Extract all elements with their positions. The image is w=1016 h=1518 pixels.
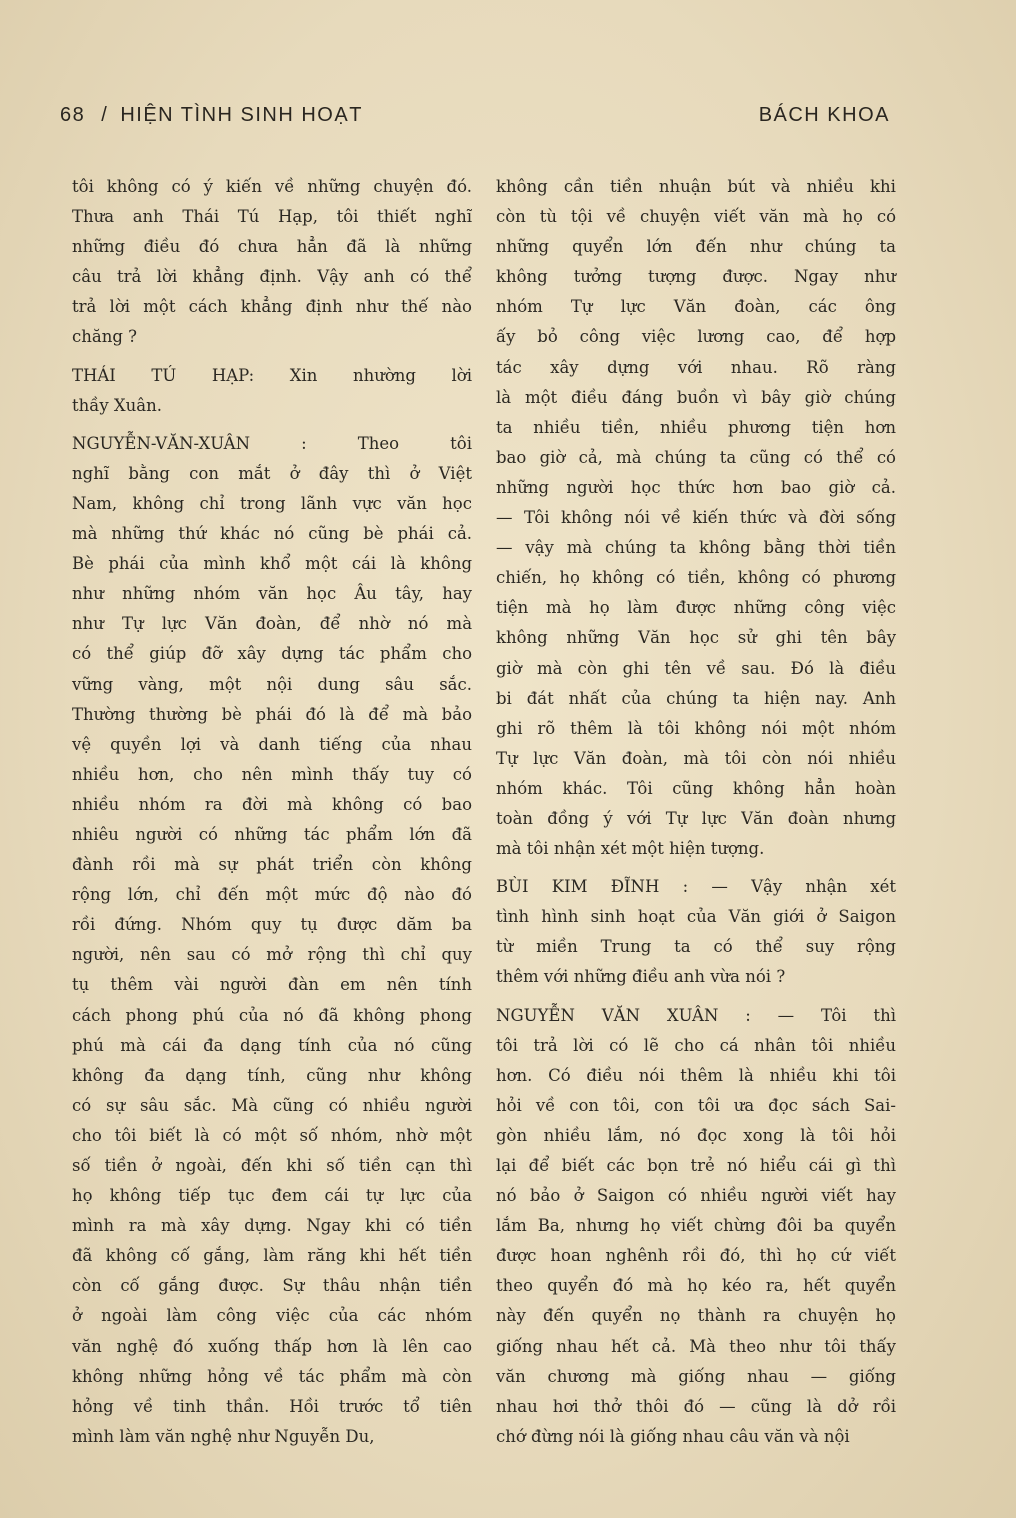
text-line: họ không tiếp tục đem cái tự lực của bbox=[72, 1186, 472, 1206]
paragraph bbox=[72, 172, 472, 353]
text-line: THÁI TÚ HẠP: Xin nhường lời bbox=[72, 365, 472, 385]
text-line: vững vàng, một nội dung sâu sắc. bbox=[72, 674, 472, 694]
text-line: tình hình sinh hoạt của Văn giới ở Saigon bbox=[496, 907, 896, 927]
text-line: không cần tiền nhuận bút và nhiều khi bbox=[496, 177, 896, 196]
text-line: có thể giúp đỡ xây dựng tác phẩm cho bbox=[72, 644, 473, 664]
text-line: ấy bỏ công việc lương cao, để hợp bbox=[496, 327, 897, 347]
text-line: mà tôi nhận xét một hiện tượng. bbox=[496, 839, 765, 859]
paragraph-gap bbox=[72, 353, 472, 361]
text-line: đành rồi mà sự phát triển còn không bbox=[72, 855, 472, 875]
text-line: mà những thứ khác nó cũng bè phái cả. bbox=[72, 524, 473, 544]
text-line: Tự lực Văn đoàn, mà tôi còn nói nhiều bbox=[496, 748, 896, 768]
text-line: — Tôi không nói về kiến thức và đời sống bbox=[496, 508, 897, 528]
text-line: những người học thức hơn bao giờ cả. bbox=[496, 477, 896, 497]
text-line: vệ quyền lợi và danh tiếng của nhau bbox=[72, 734, 473, 754]
text-line: đã không cố gắng, làm răng khi hết tiền bbox=[72, 1246, 473, 1266]
text-line: chiến, họ không có tiền, không có phương bbox=[496, 568, 897, 588]
text-line: là một điều đáng buồn vì bây giờ chúng bbox=[496, 387, 896, 407]
text-line: BÙI KIM ĐĨNH : — Vậy nhận xét bbox=[496, 877, 897, 897]
text-line: nhiêu người có những tác phẩm lớn đã bbox=[72, 824, 472, 844]
text-line: hỏng về tinh thần. Hồi trước tổ tiên bbox=[72, 1396, 472, 1416]
text-line: Thường thường bè phái đó là để mà bảo bbox=[72, 704, 472, 724]
text-line: tôi không có ý kiến về những chuyện đó. bbox=[72, 177, 472, 196]
text-line: rồi đứng. Nhóm quy tụ được dăm ba bbox=[72, 915, 472, 935]
text-line: văn nghệ đó xuống thấp hơn là lên cao bbox=[72, 1336, 473, 1356]
right-column bbox=[496, 172, 896, 1452]
text-line: Thưa anh Thái Tú Hạp, tôi thiết nghĩ bbox=[72, 207, 473, 227]
header-separator: / bbox=[101, 104, 109, 126]
text-line: NGUYỄN-VĂN-XUÂN : Theo tôi bbox=[72, 433, 472, 453]
text-line: nhau hơi thở thôi đó — cũng là dở rồi bbox=[496, 1396, 896, 1416]
text-line: tôi trả lời có lẽ cho cá nhân tôi nhiều bbox=[496, 1035, 897, 1055]
text-line: bi đát nhất của chúng ta hiện nay. Anh bbox=[496, 688, 897, 708]
paragraph-gap bbox=[72, 421, 472, 429]
text-line: câu trả lời khẳng định. Vậy anh có thể bbox=[72, 267, 472, 287]
text-line: giờ mà còn ghi tên về sau. Đó là điều bbox=[496, 658, 897, 678]
text-line: lắm Ba, nhưng họ viết chừng đôi ba quyển bbox=[496, 1216, 897, 1236]
text-line: ở ngoài làm công việc của các nhóm bbox=[72, 1306, 472, 1326]
text-line: có sự sâu sắc. Mà cũng có nhiều người bbox=[72, 1095, 472, 1115]
text-line: được hoan nghênh rồi đó, thì họ cứ viết bbox=[496, 1246, 897, 1266]
text-line: không những hỏng về tác phẩm mà còn bbox=[72, 1366, 472, 1386]
text-line: rộng lớn, chỉ đến một mức độ nào đó bbox=[72, 885, 472, 905]
text-line: thêm với những điều anh vừa nói ? bbox=[496, 967, 786, 987]
left-column bbox=[72, 172, 472, 1452]
text-line: hơn. Có điều nói thêm là nhiều khi tôi bbox=[496, 1065, 896, 1085]
text-line: số tiền ở ngoài, đến khi số tiền cạn thì bbox=[72, 1156, 472, 1175]
paragraph bbox=[496, 872, 896, 992]
text-line: không tưởng tượng được. Ngay như bbox=[496, 267, 896, 287]
text-line: những quyển lớn đến như chúng ta bbox=[496, 237, 897, 257]
text-line: không những Văn học sử ghi tên bây bbox=[496, 628, 897, 648]
text-line: văn chương mà giống nhau — giống bbox=[496, 1366, 896, 1386]
paragraph bbox=[72, 429, 472, 1452]
text-line: tác xây dựng với nhau. Rõ ràng bbox=[496, 357, 896, 377]
text-line: toàn đồng ý với Tự lực Văn đoàn nhưng bbox=[496, 808, 897, 828]
running-header bbox=[60, 104, 890, 134]
text-line: nhiều nhóm ra đời mà không có bao bbox=[72, 794, 473, 814]
text-line: chớ đừng nói là giống nhau câu văn và nội bbox=[496, 1426, 850, 1446]
text-line: nghĩ bằng con mắt ở đây thì ở Việt bbox=[72, 463, 472, 483]
text-line: nhóm Tự lực Văn đoàn, các ông bbox=[496, 297, 897, 317]
text-line: nhóm khác. Tôi cũng không hẳn hoàn bbox=[496, 778, 897, 798]
text-line: ghi rõ thêm là tôi không nói một nhóm bbox=[496, 718, 897, 738]
text-line: người, nên sau có mở rộng thì chỉ quy bbox=[72, 945, 472, 965]
text-line: hỏi về con tôi, con tôi ưa đọc sách Sai- bbox=[496, 1095, 896, 1115]
text-line: tụ thêm vài người đàn em nên tính bbox=[72, 975, 473, 995]
text-line: mình ra mà xây dựng. Ngay khi có tiền bbox=[72, 1216, 472, 1236]
paragraph-gap bbox=[496, 864, 896, 872]
text-line: nhiều hơn, cho nên mình thấy tuy có bbox=[72, 764, 472, 784]
header-left bbox=[60, 104, 363, 127]
text-line: còn tù tội về chuyện viết văn mà họ có bbox=[496, 207, 897, 227]
paragraph bbox=[496, 172, 896, 864]
text-line: không đa dạng tính, cũng như không bbox=[72, 1065, 472, 1085]
text-line: như những nhóm văn học Âu tây, hay bbox=[72, 584, 472, 604]
text-line: lại để biết các bọn trẻ nó hiểu cái gì thì bbox=[496, 1156, 896, 1175]
text-line: Bè phái của mình khổ một cái là không bbox=[72, 554, 473, 574]
text-line: giống nhau hết cả. Mà theo như tôi thấy bbox=[496, 1336, 896, 1356]
text-line: này đến quyển nọ thành ra chuyện họ bbox=[496, 1306, 896, 1326]
text-line: — vậy mà chúng ta không bằng thời tiền bbox=[496, 538, 897, 558]
text-line: nó bảo ở Saigon có nhiều người viết hay bbox=[496, 1186, 896, 1206]
page-number: 68 bbox=[60, 104, 86, 126]
text-line: còn cố gắng được. Sự thâu nhận tiền bbox=[72, 1276, 472, 1296]
text-line: ta nhiều tiền, nhiều phương tiện hơn bbox=[496, 417, 896, 437]
text-line: cách phong phú của nó đã không phong bbox=[72, 1005, 472, 1025]
text-line: gòn nhiều lắm, nó đọc xong là tôi hỏi bbox=[496, 1125, 896, 1145]
text-line: phú mà cái đa dạng tính của nó cũng bbox=[72, 1035, 473, 1055]
text-line: chăng ? bbox=[72, 327, 137, 347]
paragraph bbox=[72, 361, 472, 421]
text-line: Nam, không chỉ trong lãnh vực văn học bbox=[72, 493, 472, 513]
text-line: trả lời một cách khẳng định như thế nào bbox=[72, 297, 472, 317]
text-line: những điều đó chưa hẳn đã là những bbox=[72, 237, 473, 257]
text-line: cho tôi biết là có một số nhóm, nhờ một bbox=[72, 1125, 472, 1145]
text-line: tiện mà họ làm được những công việc bbox=[496, 598, 897, 618]
text-line: như Tự lực Văn đoàn, để nhờ nó mà bbox=[72, 614, 473, 634]
section-title: HIỆN TÌNH SINH HOẠT bbox=[120, 104, 363, 126]
text-line: NGUYỄN VĂN XUÂN : — Tôi thì bbox=[496, 1005, 896, 1025]
paragraph bbox=[496, 1001, 896, 1452]
text-line: bao giờ cả, mà chúng ta cũng có thể có bbox=[496, 447, 896, 467]
text-line: thầy Xuân. bbox=[72, 395, 163, 415]
paragraph-gap bbox=[496, 993, 896, 1001]
magazine-name: BÁCH KHOA bbox=[758, 104, 890, 126]
text-line: mình làm văn nghệ như Nguyễn Du, bbox=[72, 1426, 375, 1446]
text-line: theo quyển đó mà họ kéo ra, hết quyển bbox=[496, 1276, 897, 1296]
text-line: từ miền Trung ta có thể suy rộng bbox=[496, 937, 896, 957]
